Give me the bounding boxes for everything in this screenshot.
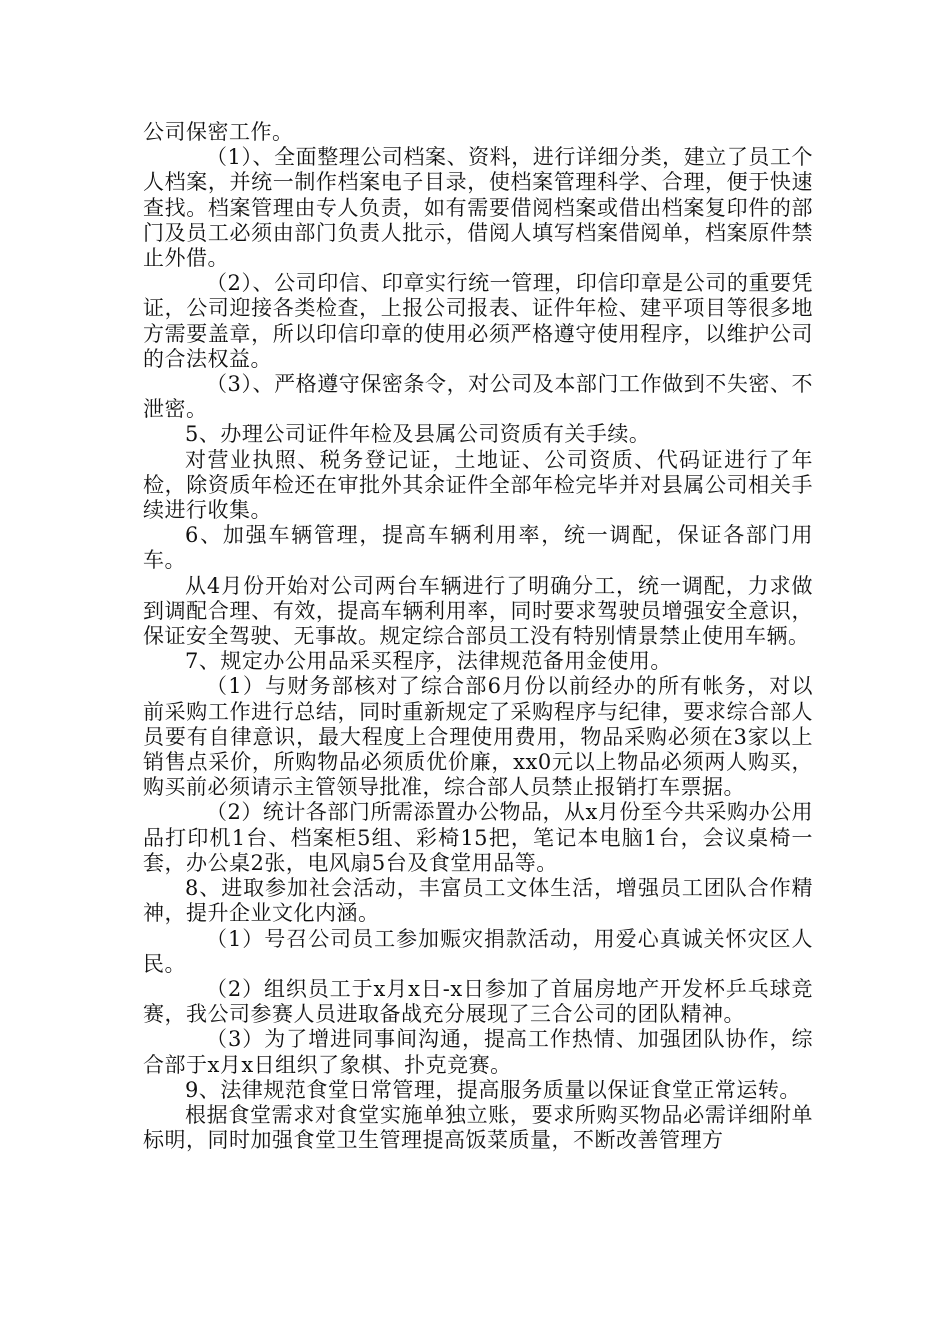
- paragraph: （3）、严格遵守保密条令，对公司及本部门工作做到不失密、不泄密。: [143, 372, 813, 422]
- paragraph: （1）与财务部核对了综合部6月份以前经办的所有帐务，对以前采购工作进行总结，同时重新规定了采购程序与纪律，要求综合部人员要有自律意识，最大程度上合理使用费用，物品采购必须在3家以上销售点采价，所购物品必须质优价廉，xx0元以上物品必须两人购买，购买前必须请示主管领导批准，综合部人员禁止报销打车票据。: [143, 674, 813, 800]
- paragraph: （1）、全面整理公司档案、资料，进行详细分类，建立了员工个人档案，并统一制作档案电子目录，使档案管理科学、合理，便于快速查找。档案管理由专人负责，如有需要借阅档案或借出档案复印件的部门及员工必须由部门负责人批示，借阅人填写档案借阅单，档案原件禁止外借。: [143, 145, 813, 271]
- paragraph: 对营业执照、税务登记证，土地证、公司资质、代码证进行了年检，除资质年检还在审批外其余证件全部年检完毕并对县属公司相关手续进行收集。: [143, 447, 813, 523]
- paragraph: 根据食堂需求对食堂实施单独立账，要求所购买物品必需详细附单标明，同时加强食堂卫生管理提高饭菜质量，不断改善管理方: [143, 1102, 813, 1153]
- section-heading: 7、规定办公用品采买程序，法律规范备用金使用。: [185, 649, 672, 674]
- section-heading: 6、加强车辆管理，提高车辆利用率，统一调配，保证各部门用车。: [143, 523, 813, 573]
- paragraph: （2）、公司印信、印章实行统一管理，印信印章是公司的重要凭证，公司迎接各类检查，上报公司报表、证件年检、建平项目等很多地方需要盖章，所以印信印章的使用必须严格遵守使用程序，以维护公司的合法权益。: [143, 271, 813, 371]
- paragraph: （2）统计各部门所需添置办公物品，从x月份至今共采购办公用品打印机1台、档案柜5组、彩椅15把，笔记本电脑1台，会议桌椅一套，办公桌2张，电风扇5台及食堂用品等。: [143, 800, 813, 875]
- section-heading: 9、法律规范食堂日常管理，提高服务质量以保证食堂正常运转。: [185, 1077, 801, 1102]
- paragraph: （1）号召公司员工参加赈灾捐款活动，用爱心真诚关怀灾区人民。: [143, 926, 813, 976]
- paragraph: 公司保密工作。: [143, 120, 294, 144]
- paragraph: （2）组织员工于x月x日-x日参加了首届房地产开发杯乒乓球竞赛，我公司参赛人员进取备战充分展现了三合公司的团队精神。: [143, 976, 813, 1027]
- paragraph: （3）为了增进同事间沟通，提高工作热情、加强团队协作，综合部于x月x日组织了象棋、扑克竞赛。: [143, 1027, 813, 1077]
- paragraph: 从4月份开始对公司两台车辆进行了明确分工，统一调配，力求做到调配合理、有效，提高车辆利用率，同时要求驾驶员增强安全意识，保证安全驾驶、无事故。规定综合部员工没有特别情景禁止使用车辆。: [143, 573, 813, 649]
- section-heading: 8、进取参加社会活动，丰富员工文体生活，增强员工团队合作精神，提升企业文化内涵。: [143, 876, 813, 926]
- section-heading: 5、办理公司证件年检及县属公司资质有关手续。: [185, 422, 651, 447]
- document-body: [143, 120, 813, 1153]
